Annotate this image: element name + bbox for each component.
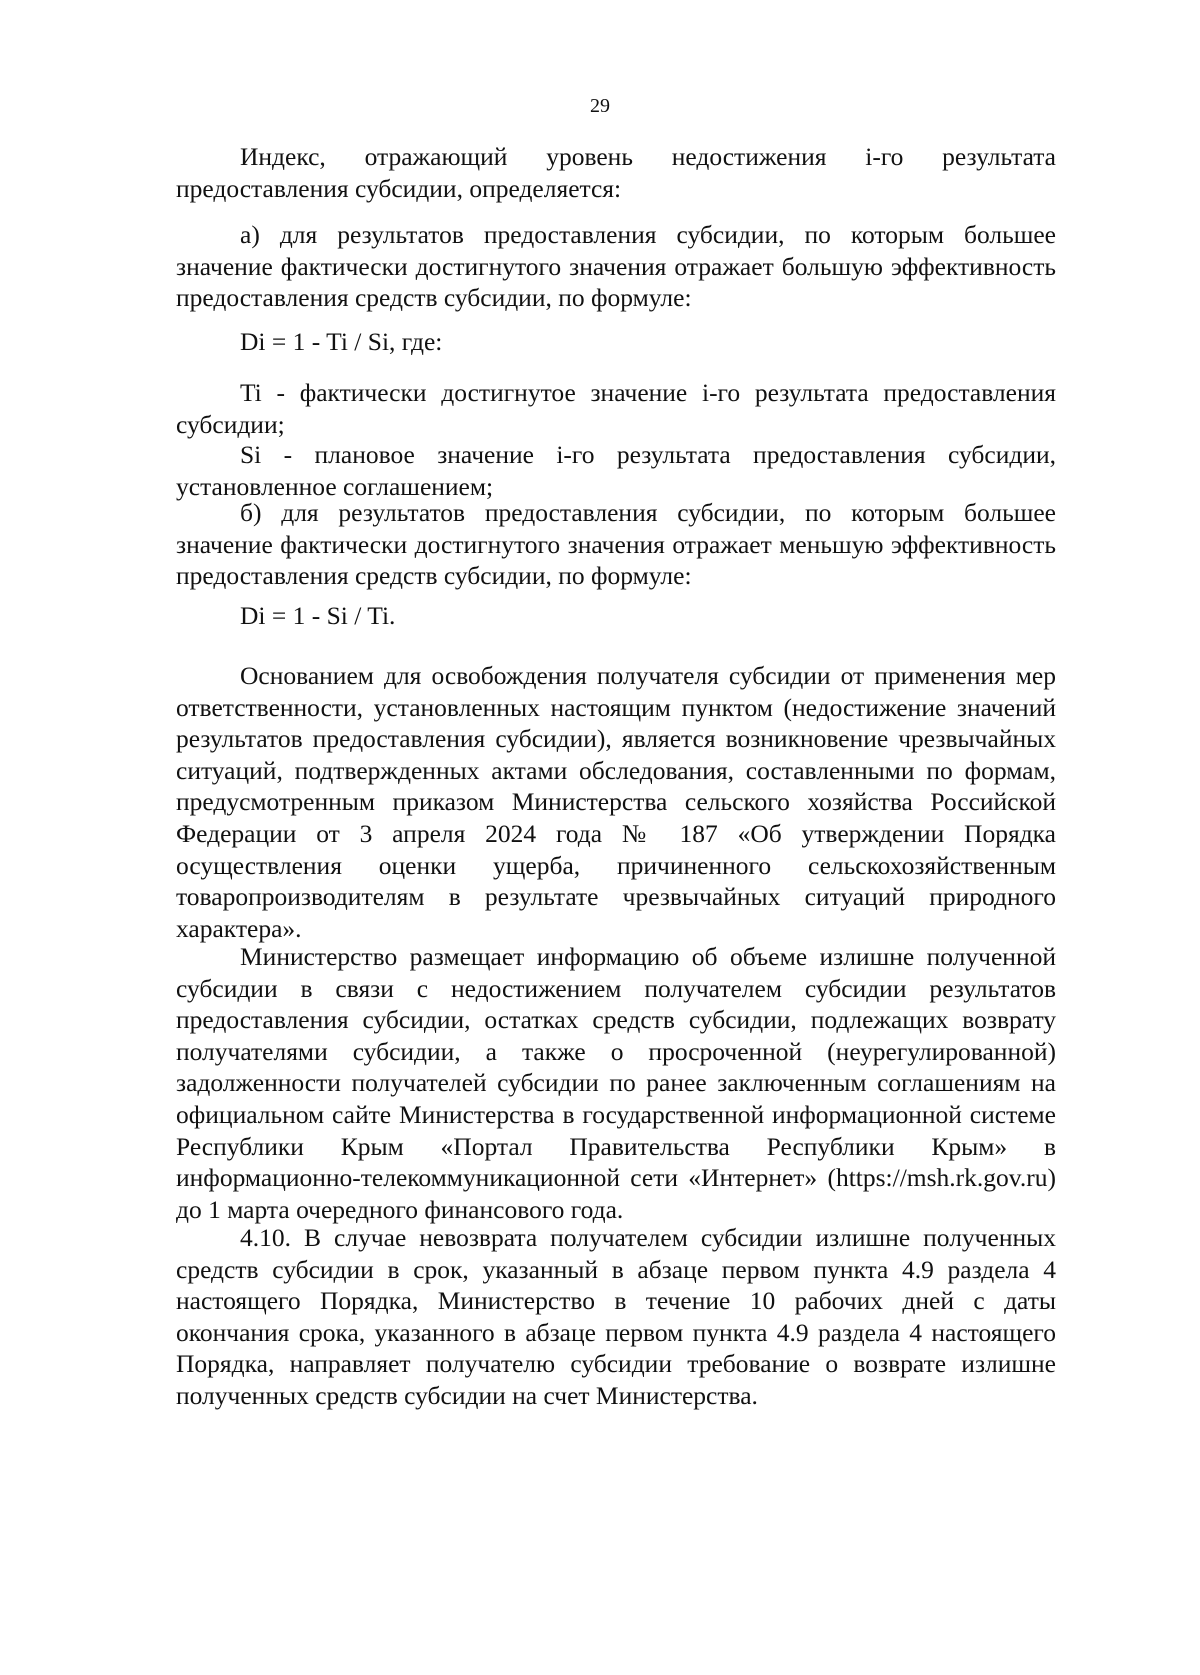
paragraph-text: Ti - фактически достигнутое значение i-го результата предоставления субсидии; [176,378,1056,439]
paragraph-text: б) для результатов предоставления субсидии, по которым большее значение фактически достигнутого значения отражает меньшую эффективность предоставления средств субсидии, по формуле: [176,498,1056,591]
formula-a [176,326,1056,358]
paragraph-si-definition [176,439,1056,502]
formula-text: Di = 1 - Ti / Si, где: [240,327,443,356]
paragraph-text: Министерство размещает информацию об объеме излишне полученной субсидии в связи с недостижением получателем субсидии результатов предоставления субсидии, остатках средств субсидии, подлежащих возврату получателями субсидии, а также о просроченной (неурегулированной) задолженности получателей субсидии по ранее заключенным соглашениям на официальном сайте Министерства в государственной информационной системе Республики Крым «Портал Правительства Республики Крым» в информационно-телекоммуникационной сети «Интернет» (https://msh.rk.gov.ru) до 1 марта очередного финансового года. [176,942,1056,1224]
formula-b [176,600,1056,632]
formula-text: Di = 1 - Si / Ti. [240,601,396,630]
page-number: 29 [590,95,610,117]
paragraph-text: а) для результатов предоставления субсидии, по которым большее значение фактически достигнутого значения отражает большую эффективность предоставления средств субсидии, по формуле: [176,220,1056,313]
paragraph-case-a [176,219,1056,314]
paragraph-index-definition [176,141,1056,204]
paragraph-4-10 [176,1222,1056,1412]
paragraph-ti-definition [176,377,1056,440]
paragraph-exemption-basis [176,660,1056,944]
paragraph-text: Si - плановое значение i-го результата предоставления субсидии, установленное соглашением; [176,440,1056,501]
paragraph-case-b [176,497,1056,592]
paragraph-text: Индекс, отражающий уровень недостижения i-го результата предоставления субсидии, определяется: [176,142,1056,203]
paragraph-ministry-publishes [176,941,1056,1225]
paragraph-text: Основанием для освобождения получателя субсидии от применения мер ответственности, установленных настоящим пунктом (недостижение значений результатов предоставления субсидии), является возникновение чрезвычайных ситуаций, подтвержденных актами обследования, составленными по формам, предусмотренным приказом Министерства сельского хозяйства Российской Федерации от 3 апреля 2024 года № 187 «Об утверждении Порядка осуществления оценки ущерба, причиненного сельскохозяйственным товаропроизводителям в результате чрезвычайных ситуаций природного характера». [176,661,1056,943]
paragraph-text: 4.10. В случае невозврата получателем субсидии излишне полученных средств субсидии в срок, указанный в абзаце первом пункта 4.9 раздела 4 настоящего Порядка, Министерство в течение 10 рабочих дней с даты окончания срока, указанного в абзаце первом пункта 4.9 раздела 4 настоящего Порядка, направляет получателю субсидии требование о возврате излишне полученных средств субсидии на счет Министерства. [176,1223,1056,1410]
